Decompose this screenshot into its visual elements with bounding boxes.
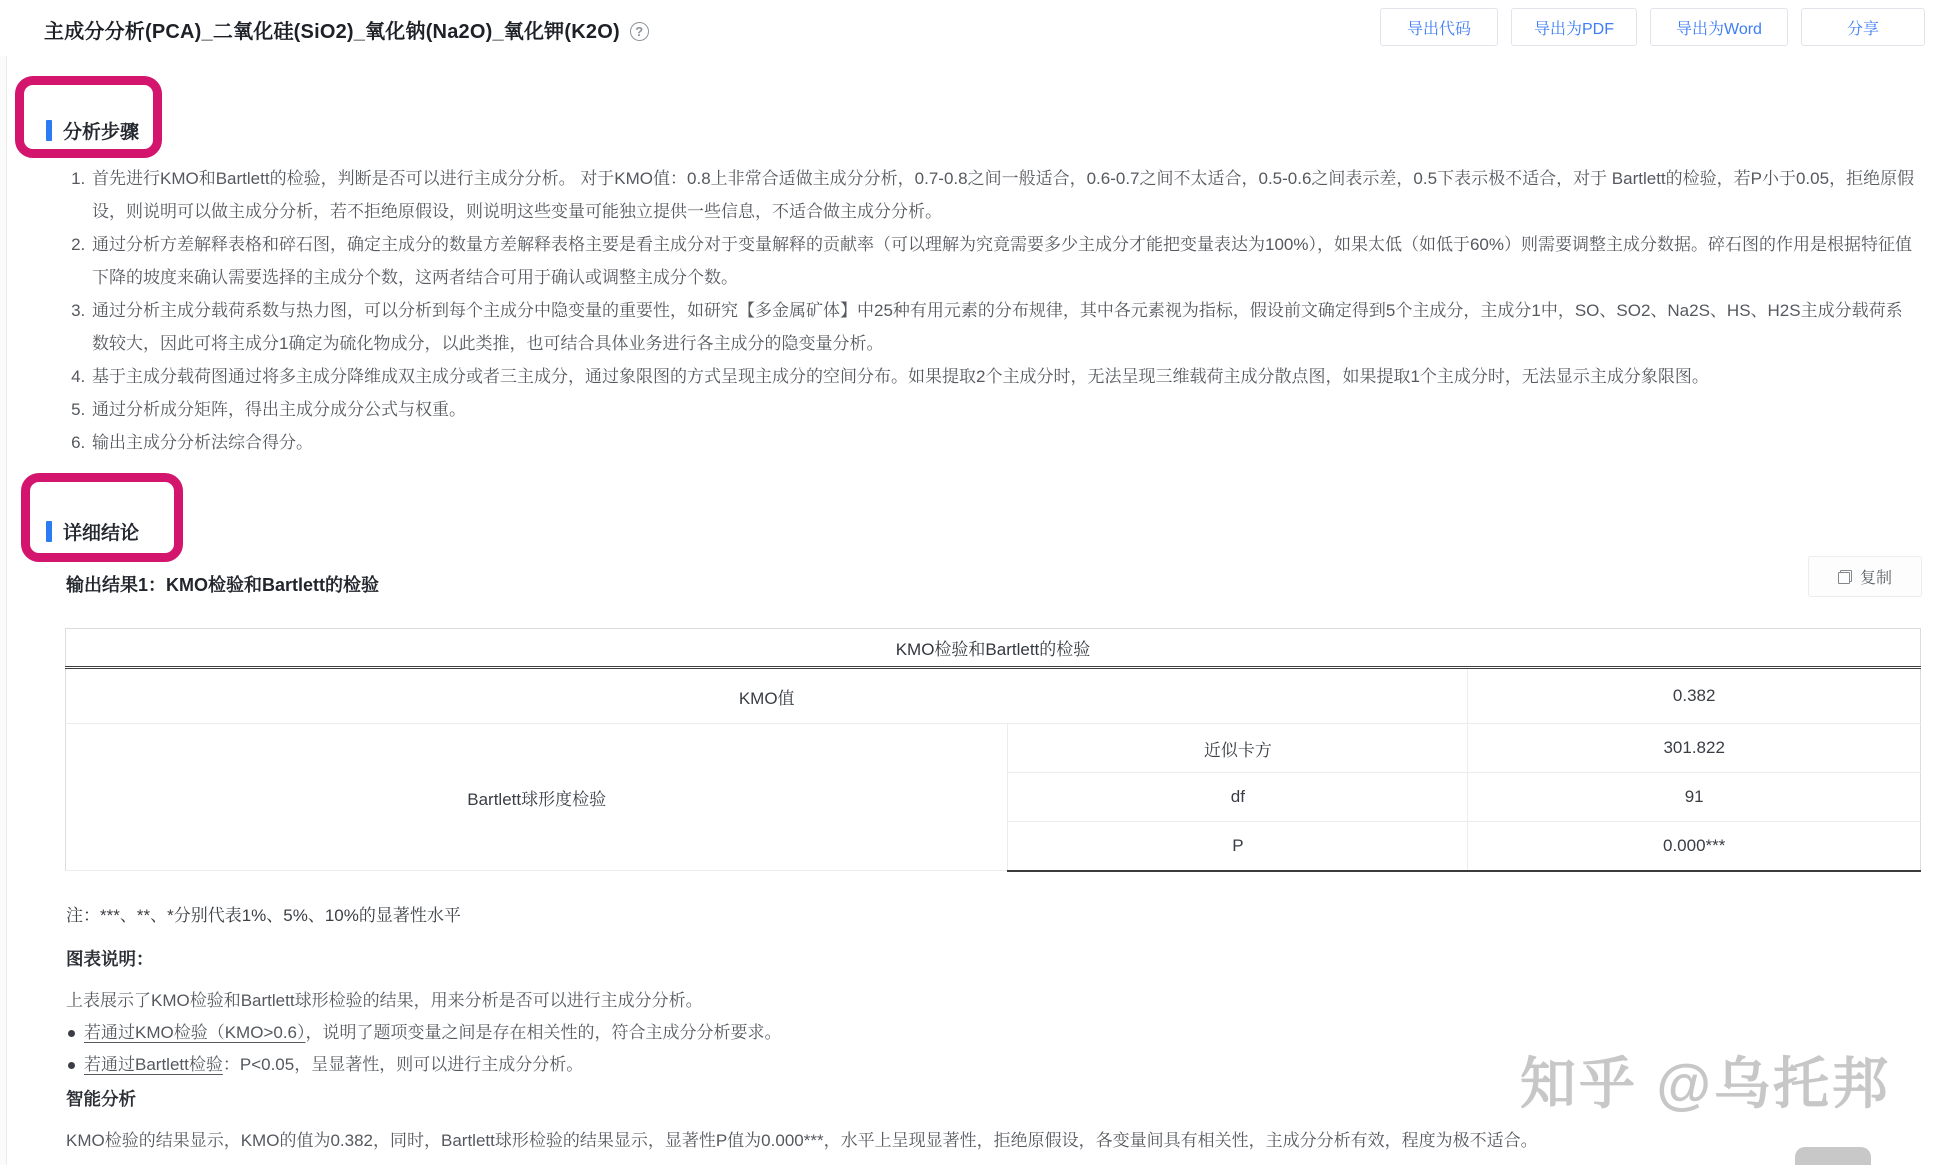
table-row	[66, 724, 1921, 773]
bullet-lead: 若通过Bartlett检验	[84, 1055, 223, 1074]
zhihu-watermark: 知乎 @乌托邦	[1519, 1052, 1891, 1115]
copy-button-label: 复制	[1859, 570, 1892, 587]
kmo-bartlett-table	[65, 628, 1921, 872]
p-value-cell: 0.000***	[1468, 822, 1921, 871]
top-bar	[0, 0, 1937, 56]
annotation-box-conclusion	[21, 473, 183, 562]
share-button[interactable]: 分享	[1801, 8, 1925, 46]
export-word-button[interactable]: 导出为Word	[1650, 8, 1788, 46]
annotation-box-steps	[15, 76, 162, 158]
significance-note: 注：***、**、*分别代表1%、5%、10%的显著性水平	[66, 906, 461, 925]
kmo-value-cell: 0.382	[1468, 668, 1921, 724]
back-to-top-button[interactable]	[1795, 1147, 1871, 1165]
page-left-border	[6, 0, 7, 1165]
export-pdf-button[interactable]: 导出为PDF	[1511, 8, 1637, 46]
table-row	[66, 668, 1921, 724]
chart-explanation	[66, 946, 1566, 1081]
bullet-rest: ：P<0.05，呈显著性，则可以进行主成分分析。	[222, 1055, 584, 1074]
step-item-2: 2. 通过分析方差解释表格和碎石图，确定主成分的数量方差解释表格主要是看主成分对于变量解释的贡献率（可以理解为究竟需要多少主成分才能把变量表达为100%），如果太低（如低于60%）则需要调整主成分数据。碎石图的作用是根据特征值下降的坡度来确认需要选择的主成分个数，这两者结合可用于确认或调整主成分个数。	[90, 228, 1916, 294]
steps-section-title: 分析步骤	[63, 122, 140, 143]
chi-square-value-cell: 301.822	[1468, 724, 1921, 773]
page-title	[44, 15, 649, 44]
ai-analysis-heading: 智能分析	[66, 1089, 136, 1109]
bullet-rest: ，说明了题项变量之间是存在相关性的，符合主成分分析要求。	[305, 1023, 782, 1042]
table-title-cell: KMO检验和Bartlett的检验	[66, 629, 1921, 668]
bullet-lead: 若通过KMO检验（KMO>0.6）	[84, 1023, 306, 1042]
table-header-row	[66, 629, 1921, 668]
conclusion-section-title: 详细结论	[63, 523, 140, 544]
step-item-1: 1. 首先进行KMO和Bartlett的检验，判断是否可以进行主成分分析。 对于KMO值：0.8上非常合适做主成分分析，0.7-0.8之间一般适合，0.6-0.7之间不太适合，0.5-0.6之间表示差，0.5下表示极不适合，对于 Bartlett的检验，若P小于0.05，拒绝原假设，则说明可以做主成分分析，若不拒绝原假设，则说明这些变量可能独立提供一些信息，不适合做主成分分析。	[90, 162, 1916, 228]
copy-squares-icon	[1838, 570, 1852, 584]
analysis-steps-list	[66, 162, 1916, 459]
page-title-text: 主成分分析(PCA)_二氧化硅(SiO2)_氧化钠(Na2O)_氧化钾(K2O)	[44, 21, 620, 43]
explanation-bullet-kmo	[66, 1017, 1566, 1049]
step-item-5: 5. 通过分析成分矩阵，得出主成分成分公式与权重。	[90, 393, 1916, 426]
p-label-cell: P	[1008, 822, 1468, 871]
ai-analysis-text: KMO检验的结果显示，KMO的值为0.382，同时，Bartlett球形检验的结果显示，显著性P值为0.000***，水平上呈现显著性，拒绝原假设，各变量间具有相关性，主成分分析有效，程度为极不适合。	[66, 1131, 1538, 1150]
df-value-cell: 91	[1468, 773, 1921, 822]
kmo-label-cell: KMO值	[66, 668, 1468, 724]
chi-square-label-cell: 近似卡方	[1008, 724, 1468, 773]
step-item-3: 3. 通过分析主成分载荷系数与热力图，可以分析到每个主成分中隐变量的重要性，如研究【多金属矿体】中25种有用元素的分布规律，其中各元素视为指标，假设前文确定得到5个主成分，主成分1中，SO、SO2、Na2S、HS、H2S主成分载荷系数较大，因此可将主成分1确定为硫化物成分，以此类推，也可结合具体业务进行各主成分的隐变量分析。	[90, 294, 1916, 360]
help-icon[interactable]: ?	[630, 22, 649, 41]
bartlett-label-cell: Bartlett球形度检验	[66, 724, 1008, 871]
step-item-6: 6. 输出主成分分析法综合得分。	[90, 426, 1916, 459]
copy-button[interactable]	[1808, 556, 1922, 597]
bullet-dot-icon	[68, 1062, 75, 1069]
export-code-button[interactable]: 导出代码	[1380, 8, 1498, 46]
bullet-dot-icon	[68, 1030, 75, 1037]
step-item-4: 4. 基于主成分载荷图通过将多主成分降维成双主成分或者三主成分，通过象限图的方式呈现主成分的空间分布。如果提取2个主成分时，无法呈现三维载荷主成分散点图，如果提取1个主成分时，无法显示主成分象限图。	[90, 360, 1916, 393]
explanation-heading: 图表说明：	[66, 949, 154, 969]
df-label-cell: df	[1008, 773, 1468, 822]
export-toolbar	[1380, 8, 1925, 46]
result-heading: 输出结果1：KMO检验和Bartlett的检验	[66, 575, 380, 595]
explanation-intro: 上表展示了KMO检验和Bartlett球形检验的结果，用来分析是否可以进行主成分分析。	[66, 991, 703, 1010]
explanation-bullet-bartlett	[66, 1049, 1566, 1081]
